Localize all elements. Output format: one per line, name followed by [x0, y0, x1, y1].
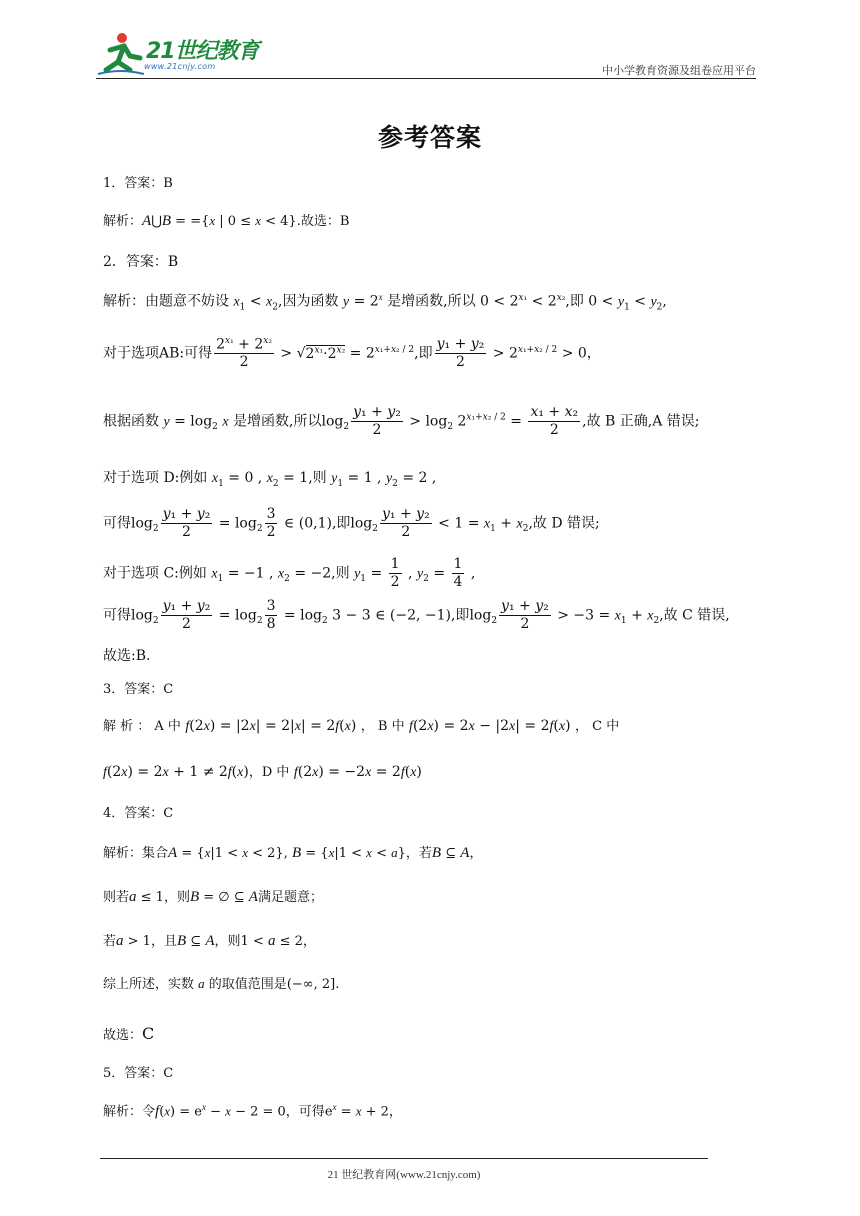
q2-line-2: 对于选项AB:可得 $\frac{2^{x_1} + 2^{x_2}}{2}$ > $√2^{x_1}\cdot 2^{x_2} = 2^{x_1+x_2 / 2}$,即 $\frac{\text{y₁ + y₂}}{2}$ > $2^{x_1+x_2 / 2} > 0$， — [103, 336, 601, 371]
q2-line-8: 故选:B. — [103, 648, 151, 664]
page-footer: 21 世纪教育网(www.21cnjy.com) — [327, 1169, 481, 1181]
q2-line-5: 可得$\log_2$ $\frac{\text{y₁ + y₂}}{2}$ = $\log_2$ $\frac{3}{2}$ ∈ (0,1),即$\log_2$ $\frac{\text{y₁ + y₂}}{2}$ < $1 = x_1 + x_2$,故 D 错误; — [103, 506, 600, 540]
site-logo — [96, 30, 266, 78]
q4-line-2: 则若a ≤ 1，则B = ∅ ⊆ A满足题意； — [103, 889, 323, 905]
runner-icon — [96, 30, 146, 78]
q3-answer: 3．答案：C — [103, 682, 174, 697]
q2-answer: 2．答案：B — [103, 254, 179, 270]
q2-line-7: 可得$\log_2$ $\frac{\text{y₁ + y₂}}{2}$ = $\log_2$ $\frac{3}{8}$ = $\log_2 3 - 3$ ∈ (−2, −1),即$\log_2$ $\frac{\text{y₁ + y₂}}{2}$ > $-3 = x_1 + x_2$,故 C 错误, — [103, 598, 730, 632]
page-header — [96, 30, 756, 80]
q2-line-4: 对于选项 D:例如 $x_1 = 0$ , $x_2 = 1$,则 $y_1 = 1$ , $y_2 = 2$ , — [103, 470, 437, 489]
header-divider — [96, 78, 756, 79]
q2-line-6: 对于选项 C:例如 $x_1 = -1$ , $x_2 = -2$,则 $y_1$ = $\frac{1}{2}$ , $y_2$ = $\frac{1}{4}$ , — [103, 556, 476, 590]
logo-url: www.21cnjy.com — [144, 62, 216, 71]
q4-line-5: 故选：C — [103, 1024, 155, 1043]
q1-answer: 1．答案：B — [103, 176, 173, 191]
page-title: 参考答案 — [377, 123, 482, 152]
footer-divider — [100, 1158, 708, 1159]
logo-text: 21世纪教育 — [146, 39, 259, 64]
q1-analysis: 解析：A⋃B = ={x | 0 ≤ x < 4}.故选：B — [103, 213, 350, 229]
q4-line-1: 解析：集合A = {x|1 < x < 2}, B = {x|1 < x < a}，若B ⊆ A， — [103, 845, 483, 861]
q4-line-4: 综上所述，实数 a 的取值范围是(−∞, 2]. — [103, 976, 340, 992]
q3-line-2: f(2x) = 2x + 1 ≠ 2f(x)，D 中 f(2x) = −2x = 2f(x) — [103, 764, 422, 780]
q5-line-1: 解析：令$f(x) = e^x - x - 2 = 0$，可得$e^x = x + 2$， — [103, 1102, 402, 1120]
q4-line-3: 若a > 1，且B ⊆ A，则1 < a ≤ 2， — [103, 933, 316, 949]
q2-line-3: 根据函数 $y = \log_2 x$ 是增函数,所以$\log_2$ $\frac{\text{y₁ + y₂}}{2}$ > $\log_2 2^{x_1+x_2 / 2}$ = $\frac{\text{x₁ + x₂}}{2}$ ,故 B 正确,A 错误; — [103, 404, 700, 438]
platform-name: 中小学教育资源及组卷应用平台 — [602, 64, 756, 77]
q5-answer: 5．答案：C — [103, 1066, 174, 1081]
q3-line-1: 解 析 ： A 中 f(2x) = |2x| = 2|x| = 2f(x) ， B 中 f(2x) = 2x − |2x| = 2f(x) ， C 中 — [103, 718, 620, 734]
q2-line-1: 解析：由题意不妨设 $x_1 < x_2$,因为函数 $y = 2^x$ 是增函数,所以 $0 < 2^{x_1} < 2^{x_2}$,即 $0 < y_1 < y_2$, — [103, 292, 667, 313]
q4-answer: 4．答案：C — [103, 806, 174, 821]
